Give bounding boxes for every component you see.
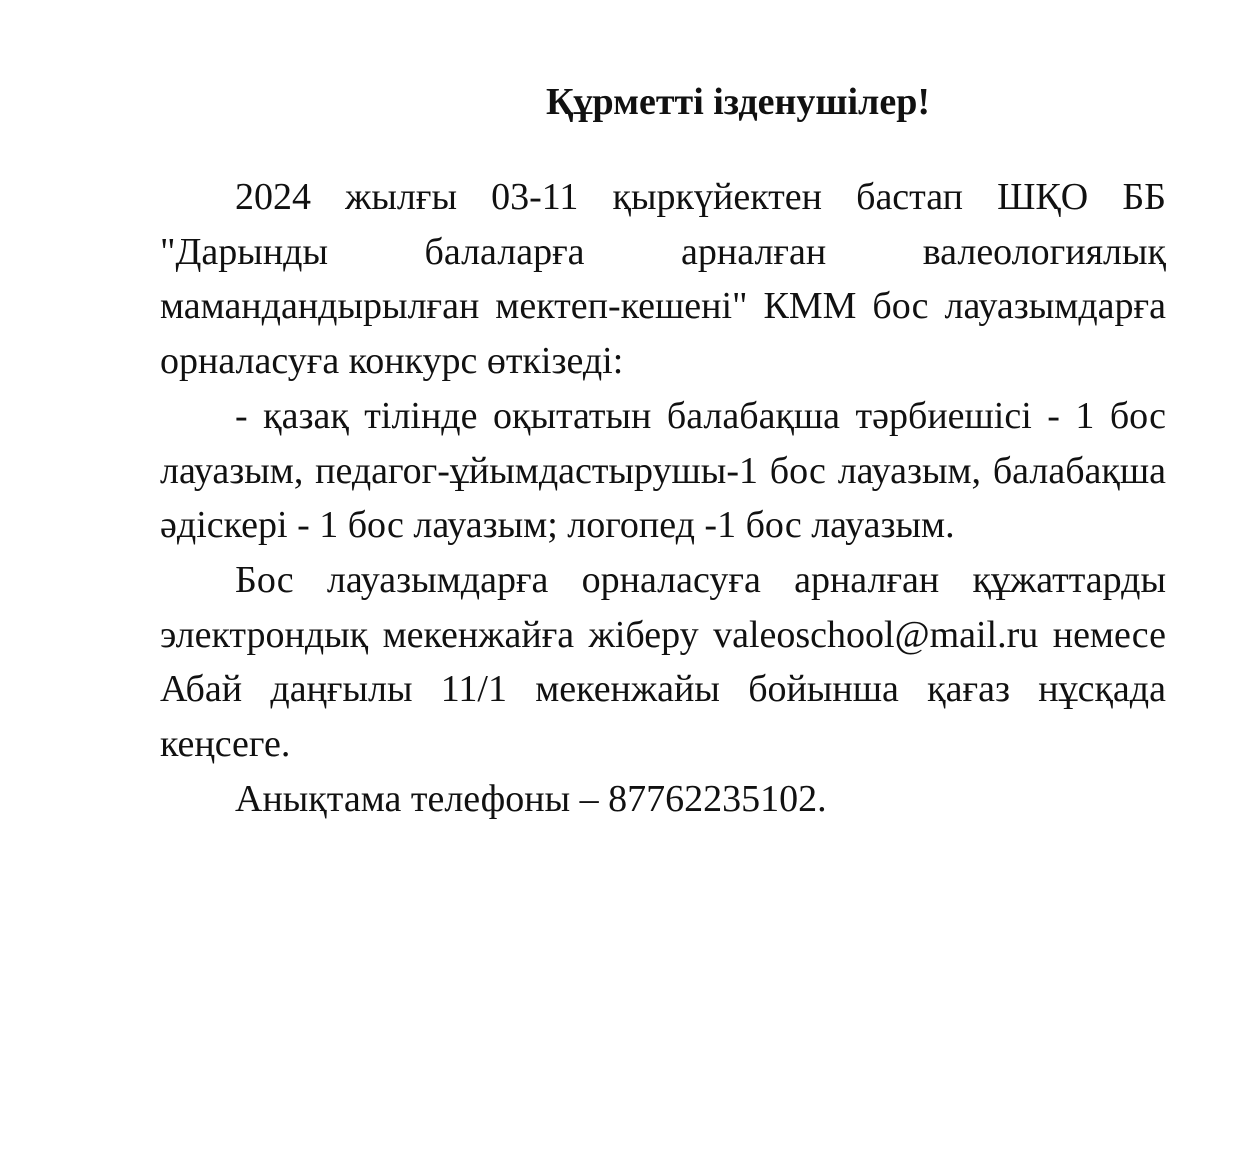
vacancies-paragraph: - қазақ тілінде оқытатын балабақша тәрбиешісі - 1 бос лауазым, педагог-ұйымдастырушы-1 бос лауазым, балабақша әдіскері - 1 бос лауазым; логопед -1 бос лауазым. [160, 394, 1166, 547]
submission-paragraph: Бос лауазымдарға орналасуға арналған құжаттарды электрондық мекенжайға жіберу valeoschool@mail.ru немесе Абай даңғылы 11/1 мекенжайы бойынша қағаз нұсқада кеңсеге. [160, 558, 1166, 766]
phone-paragraph: Анықтама телефоны – 87762235102. [235, 777, 827, 820]
document-title: Құрметті ізденушілер! [546, 81, 930, 123]
competition-paragraph: 2024 жылғы 03-11 қыркүйектен бастап ШҚО ББ "Дарынды балаларға арналған валеологиялық мамандандырылған мектеп-кешені" КММ бос лауазымдарға орналасуға конкурс өткізеді: [160, 176, 1166, 383]
announcement-body [160, 76, 1166, 826]
